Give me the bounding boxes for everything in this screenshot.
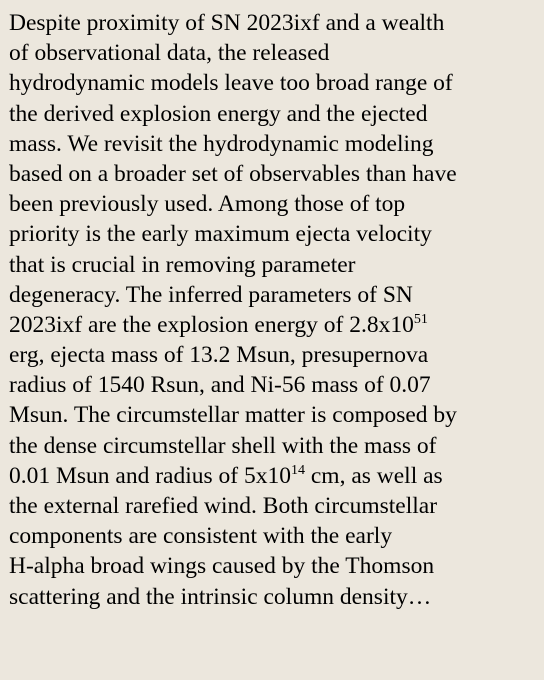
text-line-14: Msun. The circumstellar matter is composed by <box>9 402 457 429</box>
text-line-1: Despite proximity of SN 2023ixf and a wealth <box>9 10 445 36</box>
text-line-4: the derived explosion energy and the ejected <box>9 100 428 127</box>
text-line-20: scattering and the intrinsic column density… <box>9 583 432 610</box>
text-line-17: the external rarefied wind. Both circumstellar <box>9 493 438 519</box>
text-line-3: hydrodynamic models leave too broad range of <box>9 70 453 97</box>
text-line-2: of observational data, the released <box>9 40 330 67</box>
exponent-51: 51 <box>413 311 428 327</box>
text-line-8: priority is the early maximum ejecta velocity <box>9 221 432 248</box>
abstract-text <box>9 8 534 612</box>
text-line-12: erg, ejecta mass of 13.2 Msun, presupernova <box>9 342 429 369</box>
text-line-15: the dense circumstellar shell with the mass of <box>9 432 437 459</box>
text-line-6: based on a broader set of observables than have <box>9 160 457 187</box>
text-line-18: components are consistent with the early <box>9 523 393 550</box>
text-line-11-main: 2023ixf are the explosion energy of 2.8x10 <box>9 311 414 338</box>
text-line-16-tail: cm, as well as <box>304 462 443 489</box>
text-line-10: degeneracy. The inferred parameters of SN <box>9 281 413 308</box>
text-line-7: been previously used. Among those of top <box>9 191 406 218</box>
text-line-9: that is crucial in removing parameter <box>9 251 356 278</box>
text-line-19: H-alpha broad wings caused by the Thomson <box>9 553 435 580</box>
text-line-5: mass. We revisit the hydrodynamic modeling <box>9 130 434 157</box>
text-line-16-main: 0.01 Msun and radius of 5x10 <box>9 462 291 489</box>
text-line-13: radius of 1540 Rsun, and Ni-56 mass of 0.07 <box>9 372 431 399</box>
text-line-11 <box>9 310 534 340</box>
text-line-16 <box>9 461 534 491</box>
exponent-14: 14 <box>290 462 305 478</box>
